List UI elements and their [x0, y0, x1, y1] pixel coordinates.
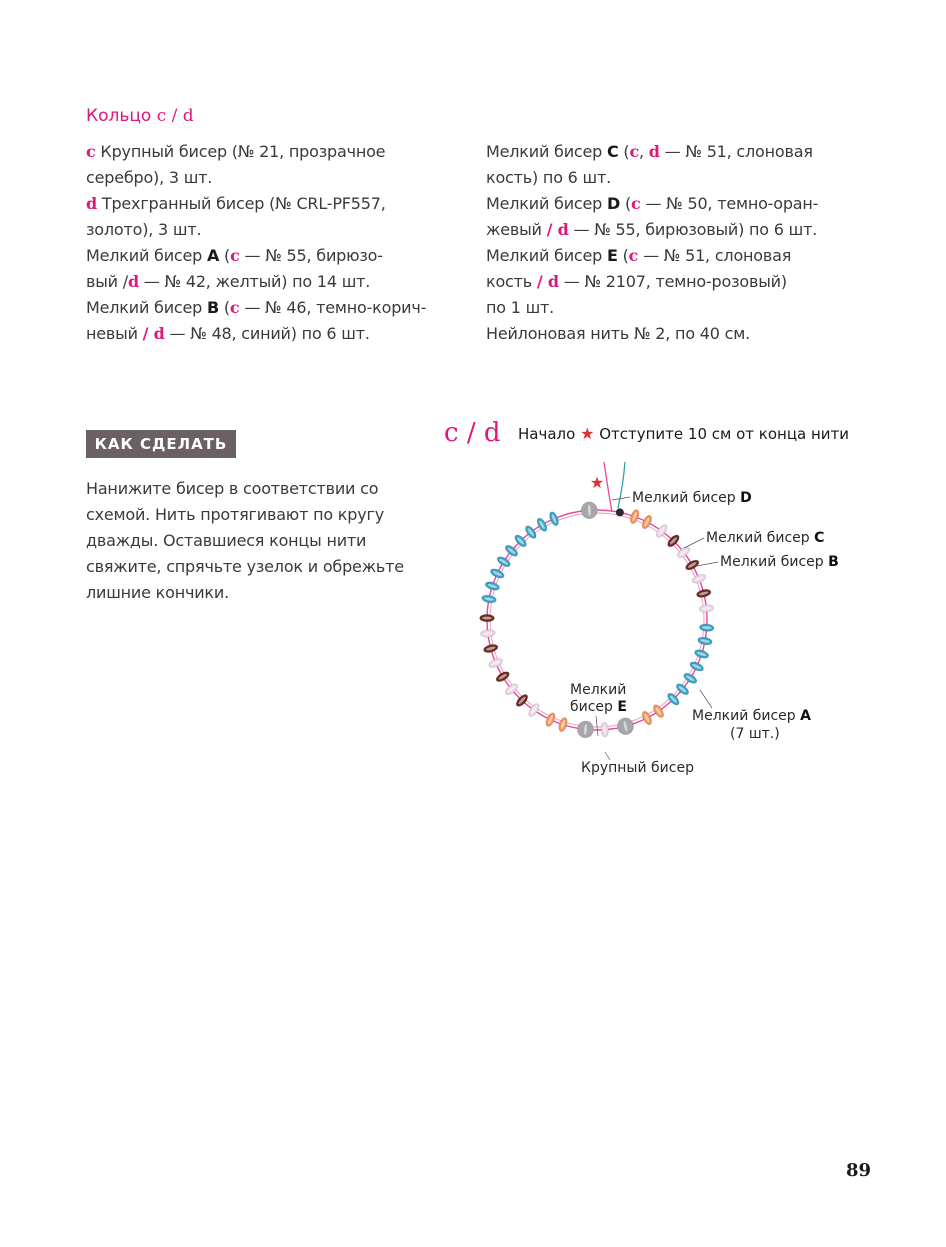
material-text: вый / [86, 272, 128, 291]
material-text: Нейлоновая нить № 2, по 40 см. [486, 324, 750, 343]
material-text: Крупный бисер (№ 21, прозрачное [95, 142, 386, 161]
material-text: — № 51, слоновая [659, 142, 813, 161]
howto-line: дважды. Оставшиеся концы нити [86, 531, 367, 550]
variant-marker: c [629, 142, 640, 161]
bead-letter: B [206, 298, 219, 317]
label-bead-c [706, 530, 824, 547]
label-letter: B [828, 554, 839, 570]
label-pointer [605, 752, 610, 760]
material-text: — № 48, синий) по 6 шт. [164, 324, 370, 343]
howto-badge: КАК СДЕЛАТЬ [86, 430, 236, 458]
label-letter: E [617, 699, 627, 715]
start-note: Отступите 10 см от конца нити [599, 425, 850, 443]
howto-line: схемой. Нить протягивают по кругу [86, 505, 384, 524]
label-bead-a [692, 708, 811, 725]
material-text: Мелкий бисер [86, 246, 207, 265]
material-text: кость) по 6 шт. [486, 168, 611, 187]
variant-marker: c [229, 298, 240, 317]
material-text: — № 55, бирюзо- [239, 246, 383, 265]
thread-end-teal [618, 462, 625, 508]
bead-d [616, 508, 624, 516]
label-large-bead: Крупный бисер [581, 760, 694, 776]
howto-line: свяжите, спрячьте узелок и обрежьте [86, 557, 404, 576]
label-pointer [697, 562, 718, 566]
material-text: , [639, 142, 649, 161]
material-text: Мелкий бисер [486, 246, 607, 265]
material-text: золото), 3 шт. [86, 220, 202, 239]
label-bead-e [570, 699, 627, 716]
material-text: — № 46, темно-корич- [239, 298, 427, 317]
material-text: — № 50, темно-оран- [640, 194, 819, 213]
star-icon: ★ [580, 424, 595, 443]
label-pointer [684, 538, 704, 548]
howto-line: лишние кончики. [86, 583, 229, 602]
label-letter: D [740, 490, 752, 506]
variant-marker: c [631, 194, 641, 213]
variant-marker: c [628, 246, 639, 265]
label-text: Мелкий бисер [692, 708, 801, 724]
material-text: ( [618, 142, 630, 161]
material-text: ( [219, 246, 231, 265]
material-text: Мелкий бисер [86, 298, 207, 317]
diagram-label: c / d [444, 418, 501, 448]
material-text: Мелкий бисер [486, 194, 607, 213]
material-text: Трехгранный бисер (№ CRL-PF557, [97, 194, 386, 213]
material-text: невый [86, 324, 143, 343]
variant-marker: / d [536, 272, 559, 291]
label-bead-d [632, 490, 752, 507]
variant-marker: d [86, 194, 97, 213]
label-text: Мелкий бисер [706, 530, 815, 546]
start-text: Начало [518, 425, 576, 443]
bead-letter: A [206, 246, 220, 265]
variant-marker: d [127, 272, 139, 291]
material-text: ( [620, 194, 632, 213]
page-number: 89 [846, 1160, 872, 1181]
howto-line: Нанижите бисер в соответствии со [86, 479, 379, 498]
section-title-prefix: Кольцо [86, 106, 152, 126]
material-text: кость [486, 272, 537, 291]
thread-end [604, 462, 612, 512]
label-bead-b [720, 554, 839, 571]
label-pointer [612, 497, 630, 500]
material-text: — № 51, слоновая [638, 246, 792, 265]
section-title-variant: c / d [156, 106, 194, 126]
variant-marker: / d [142, 324, 165, 343]
material-text: — № 2107, темно-розовый) [558, 272, 787, 291]
variant-marker: / d [546, 220, 569, 239]
label-pointer [700, 690, 712, 708]
label-text: Мелкий бисер [632, 490, 741, 506]
material-text: ( [218, 298, 230, 317]
label-letter: A [800, 708, 811, 724]
variant-marker: c [230, 246, 240, 265]
material-text: ( [617, 246, 629, 265]
variant-marker: c [86, 142, 96, 161]
variant-marker: d [648, 142, 660, 161]
label-pointer [596, 716, 598, 736]
material-text: Мелкий бисер [486, 142, 607, 161]
label-text: Мелкий бисер [720, 554, 829, 570]
label-bead-a-count: (7 шт.) [730, 726, 780, 742]
material-text: жевый [486, 220, 547, 239]
material-text: по 1 шт. [486, 298, 555, 317]
start-star-icon: ★ [589, 473, 605, 492]
label-letter: C [814, 530, 825, 546]
material-text: — № 42, желтый) по 14 шт. [138, 272, 371, 291]
material-text: серебро), 3 шт. [86, 168, 213, 187]
material-text: — № 55, бирюзовый) по 6 шт. [568, 220, 818, 239]
bead-letter: D [606, 194, 621, 213]
bead-letter: C [606, 142, 619, 161]
bead-letter: E [606, 246, 618, 265]
label-bead-e-line1: Мелкий [570, 682, 627, 698]
label-text: бисер [570, 699, 618, 715]
